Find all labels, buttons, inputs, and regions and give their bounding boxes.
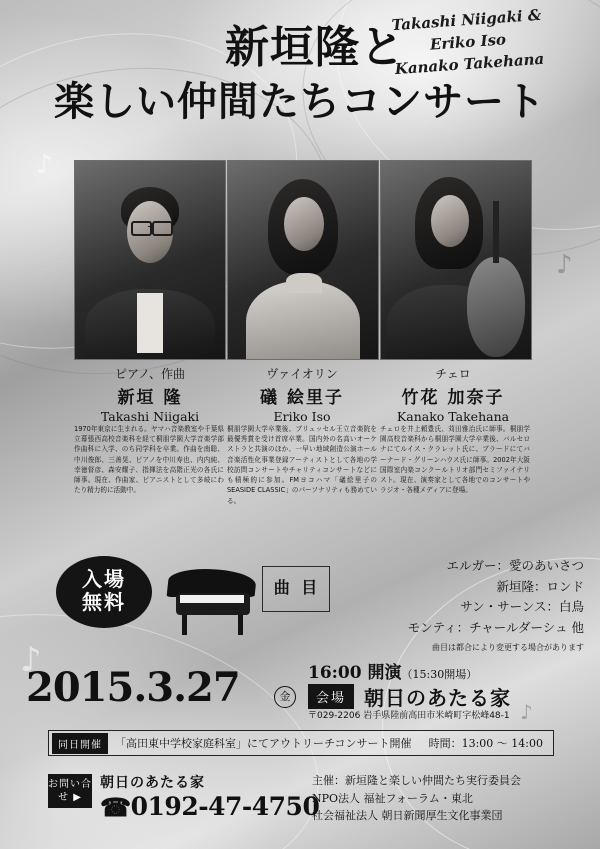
music-note-icon: ♪ <box>520 700 533 724</box>
venue-address: 〒029-2206 岩手県陸前高田市米崎町字松峰48-1 <box>308 711 510 721</box>
telephone-icon: ☎ <box>100 793 131 822</box>
performer-photos <box>0 160 600 360</box>
performer-name-jp: 礒 絵里子 <box>260 388 344 408</box>
performer-name-en: Takashi Niigaki <box>100 409 200 424</box>
performer-names <box>0 365 600 424</box>
performer-name-en: Eriko Iso <box>273 409 331 424</box>
performer-name-jp: 新垣 隆 <box>117 388 183 408</box>
open-time-text: （15:30開場） <box>401 668 478 681</box>
performer-bio: 1970年東京に生まれる。ヤマハ音楽教室や千葉県立幕張西高校音楽科を経て桐朋学園大学音楽学部作曲科に入学、のち同学科を卒業。作曲を南聡、中川俊郎、三善晃、ピアノを中川寿也、内内純、幸徳督彦、森安耀子、指揮法を高階正光の各氏に師事。現在、作曲家、ピアニストとして多岐にわたり精力的に活動中。 <box>74 425 224 495</box>
outreach-tag: 同日開催 <box>52 733 108 754</box>
performer-bios <box>0 424 600 544</box>
program-item: サン・サーンス：白鳥 <box>460 599 584 615</box>
admission-line-1: 入場 <box>82 567 126 591</box>
venue-label: 会場 <box>308 684 354 709</box>
performer-name-block <box>368 365 538 424</box>
title-english: Takashi Niigaki & Eriko Iso Kanako Takehana <box>390 5 545 78</box>
venue-name: 朝日のあたる家 <box>364 686 511 710</box>
schedule-block <box>0 656 600 722</box>
performer-bio: チェロを井上頼豊氏、苅田雅治氏に師事。桐朋学園高校音楽科から桐朋学園大学卒業後、バルセロナにてルイス・クラレット氏に、ブラードにてバーナード・グリーンハウス氏に師事。2002年大阪国際室内楽コンクールトリオ部門セミファイナリスト。現在、演奏家として各地でのコンサートやラジオ・各種メディアに登場。 <box>380 425 530 495</box>
performer-name-jp: 竹花 加奈子 <box>401 388 505 408</box>
organizer-list <box>312 772 580 825</box>
footer-block <box>0 762 600 842</box>
grand-piano-icon <box>168 565 260 635</box>
organizer-item: 主催：新垣隆と楽しい仲間たち実行委員会 <box>312 774 521 787</box>
performer-name-en: Kanako Takehana <box>396 409 510 424</box>
outreach-banner <box>48 730 554 756</box>
music-note-icon: ♪ <box>36 150 53 180</box>
title-line-2: 楽しい仲間たちコンサート <box>54 77 546 125</box>
admission-free-badge <box>56 556 152 628</box>
program-note: 曲目は都合により変更する場合があります <box>432 642 584 652</box>
organizer-item: 社会福祉法人 朝日新聞厚生文化事業団 <box>312 809 503 823</box>
performer-photo-cellist <box>380 160 532 360</box>
program-item: エルガー：愛のあいさつ <box>446 558 584 573</box>
organizer-item: NPO法人 福祉フォーラム・東北 <box>312 791 473 805</box>
program-list <box>336 556 584 654</box>
contact-phone-number: 0192-47-4750 <box>130 792 320 821</box>
event-date: 2015.3.27 <box>26 664 240 711</box>
performer-name-block <box>65 365 235 424</box>
program-label: 曲 目 <box>273 578 321 597</box>
event-day-of-week: 金 <box>274 686 296 708</box>
performer-instrument: チェロ <box>435 367 471 381</box>
program-item: モンティ：チャールダーシュ 他 <box>407 619 584 635</box>
program-item: 新垣隆：ロンド <box>496 578 584 594</box>
event-start-time <box>308 658 477 683</box>
performer-bio: 桐朋学園大学卒業後、ブリュッセル王立音楽院を最優秀賞を受け首席卒業。国内外の名高いオーケストラと共演のほか、一早い地域創造公演ホール音楽活性化事業登録アーティストとして各地の学校訪問コンサートやチャリティコンサートなどにも積極的に参加。FMヨコハマ「礒絵里子のSEASIDE CLASSIC」のパーソナリティも務めている。 <box>227 425 377 505</box>
contact-phone[interactable] <box>100 792 319 821</box>
contact-organization: 朝日のあたる家 <box>100 775 205 791</box>
music-note-icon: ♪ <box>20 640 42 680</box>
outreach-time: 時間：13:00 〜 14:00 <box>428 737 543 750</box>
start-time-text: 16:00 開演 <box>308 663 402 683</box>
admission-line-2: 無料 <box>82 590 126 614</box>
performer-instrument: ピアノ、作曲 <box>114 367 186 381</box>
music-note-icon: ♪ <box>556 250 573 280</box>
performer-photo-pianist <box>74 160 226 360</box>
performer-photo-violinist <box>227 160 379 360</box>
performer-instrument: ヴァイオリン <box>266 367 338 381</box>
outreach-text: 「高田東中学校家庭科室」にてアウトリーチコンサート開催 <box>115 737 412 750</box>
title-line-1: 新垣隆と <box>225 22 405 73</box>
contact-label: お問い合せ ▶ <box>48 774 92 808</box>
performer-name-block <box>217 365 387 424</box>
